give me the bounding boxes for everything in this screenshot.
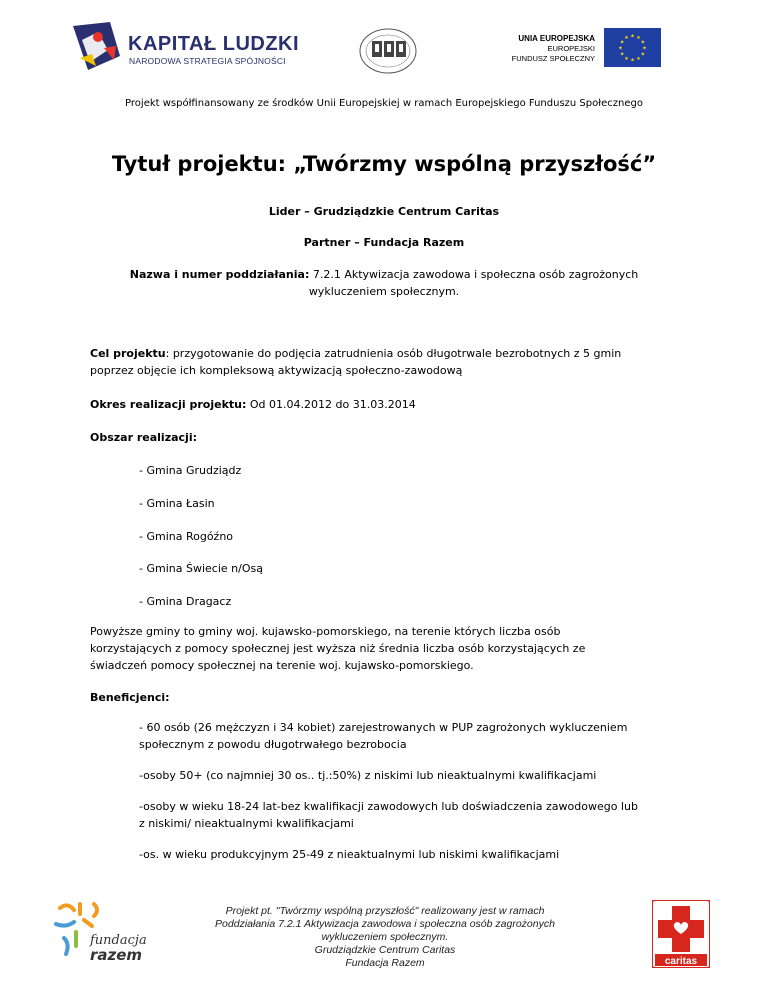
- footer-line2: Poddziałania 7.2.1 Aktywizacja zawodowa i społeczna osób zagrożonych: [215, 918, 555, 930]
- beneficiaries-label-text: Beneficjenci:: [90, 691, 170, 704]
- fundacja-logo-line2: razem: [90, 946, 143, 964]
- eu-flag-icon: [604, 28, 661, 67]
- eu-label-line1: UNIA EUROPEJSKA: [518, 34, 595, 43]
- period-label: Okres realizacji projektu:: [90, 398, 247, 411]
- beneficiary-item2: -osoby 50+ (co najmniej 30 os.. tj.:50%) z niskimi lub nieaktualnymi kwalifikacjami: [139, 769, 597, 782]
- subaction-line1: [0, 266, 768, 283]
- eu-star-icon: ★: [640, 51, 646, 58]
- area-item: - Gmina Świecie n/Osą: [139, 562, 263, 575]
- eu-star-icon: ★: [630, 57, 635, 64]
- footer-line4: Grudziądzkie Centrum Caritas: [314, 944, 456, 956]
- caritas-logo: [652, 900, 710, 968]
- partner-line: Partner – Fundacja Razem: [303, 236, 465, 249]
- area-label-text: Obszar realizacji:: [90, 431, 197, 444]
- area-item: - Gmina Grudziądz: [139, 464, 242, 477]
- goal-line1: [90, 345, 687, 362]
- page-title: Tytuł projektu: „Twórzmy wspólną przyszłość”: [111, 152, 657, 176]
- area-label: [90, 429, 197, 446]
- goal-line2: poprzez objęcie ich kompleksową aktywizacją społeczno-zawodową: [90, 364, 463, 377]
- area-item: - Gmina Rogóźno: [139, 530, 234, 543]
- caritas-logo-text: caritas: [664, 956, 698, 967]
- footer-line3: wykluczeniem społecznym.: [321, 931, 449, 943]
- area-note-line1: Powyższe gminy to gminy woj. kujawsko-pomorskiego, na terenie których liczba osób: [90, 625, 561, 638]
- period-value: Od 01.04.2012 do 31.03.2014: [246, 398, 416, 411]
- subaction-label: Nazwa i numer poddziałania:: [129, 268, 310, 281]
- eu-star-icon: ★: [630, 33, 635, 40]
- goal-text1: : przygotowanie do podjęcia zatrudnienia osób długotrwale bezrobotnych z 5 gmin: [165, 347, 622, 360]
- cofunding-note: Projekt współfinansowany ze środków Unii Europejskiej w ramach Europejskiego Funduszu Społecznego: [125, 98, 643, 109]
- seal-logo: [358, 25, 418, 75]
- fundacja-logo-line1: fundacja: [90, 933, 147, 948]
- area-item: - Gmina Dragacz: [139, 595, 232, 608]
- fundacja-razem-logo: [50, 898, 170, 968]
- eu-star-icon: ★: [624, 35, 629, 42]
- eu-star-icon: ★: [636, 35, 641, 42]
- goal-label: Cel projektu: [90, 347, 166, 360]
- eu-label-line2: EUROPEJSKI: [547, 44, 595, 53]
- area-item: - Gmina Łasin: [139, 497, 215, 510]
- beneficiary-item3-line2: z niskimi/ nieaktualnymi kwalifikacjami: [139, 817, 354, 830]
- beneficiary-item3-line1: -osoby w wieku 18-24 lat-bez kwalifikacji zawodowych lub doświadczenia zawodowego lub: [139, 800, 638, 813]
- eu-star-icon: ★: [619, 39, 625, 46]
- beneficiaries-label: [90, 689, 170, 706]
- footer-line1: Projekt pt. "Twórzmy wspólną przyszłość" realizowany jest w ramach: [225, 905, 545, 917]
- eu-star-icon: ★: [624, 55, 629, 62]
- period-line: [90, 396, 416, 413]
- beneficiary-item4: -os. w wieku produkcyjnym 25-49 z nieaktualnymi lub niskimi kwalifikacjami: [139, 848, 560, 861]
- subaction-line2: wykluczeniem społecznym.: [308, 285, 460, 298]
- eu-label-line3: FUNDUSZ SPOŁECZNY: [511, 53, 595, 63]
- eu-star-icon: ★: [636, 55, 641, 62]
- footer-note: [185, 905, 585, 970]
- kapital-ludzki-title: KAPITAŁ LUDZKI: [128, 33, 300, 55]
- kapital-ludzki-subtitle: NARODOWA STRATEGIA SPÓJNOŚCI: [129, 56, 286, 66]
- eu-star-icon: ★: [618, 45, 623, 52]
- eu-star-icon: ★: [642, 45, 647, 52]
- area-note-line3: świadczeń pomocy społecznej na terenie woj. kujawsko-pomorskiego.: [90, 659, 474, 672]
- area-note-line2: korzystających z pomocy społecznej jest wyższa niż średnia liczba osób korzystających ze: [90, 642, 586, 655]
- eu-star-icon: ★: [619, 51, 625, 58]
- footer-line5: Fundacja Razem: [345, 957, 425, 969]
- eu-label-rest: [505, 44, 595, 63]
- beneficiary-item1-line1: - 60 osób (26 mężczyzn i 34 kobiet) zarejestrowanych w PUP zagrożonych wykluczeniem: [139, 721, 628, 734]
- beneficiary-item1-line2: społecznym z powodu długotrwałego bezrobocia: [139, 738, 407, 751]
- eu-star-icon: ★: [640, 39, 646, 46]
- subaction-value1: 7.2.1 Aktywizacja zawodowa i społeczna osób zagrożonych: [309, 268, 639, 281]
- leader-line: Lider – Grudziądzkie Centrum Caritas: [268, 205, 500, 218]
